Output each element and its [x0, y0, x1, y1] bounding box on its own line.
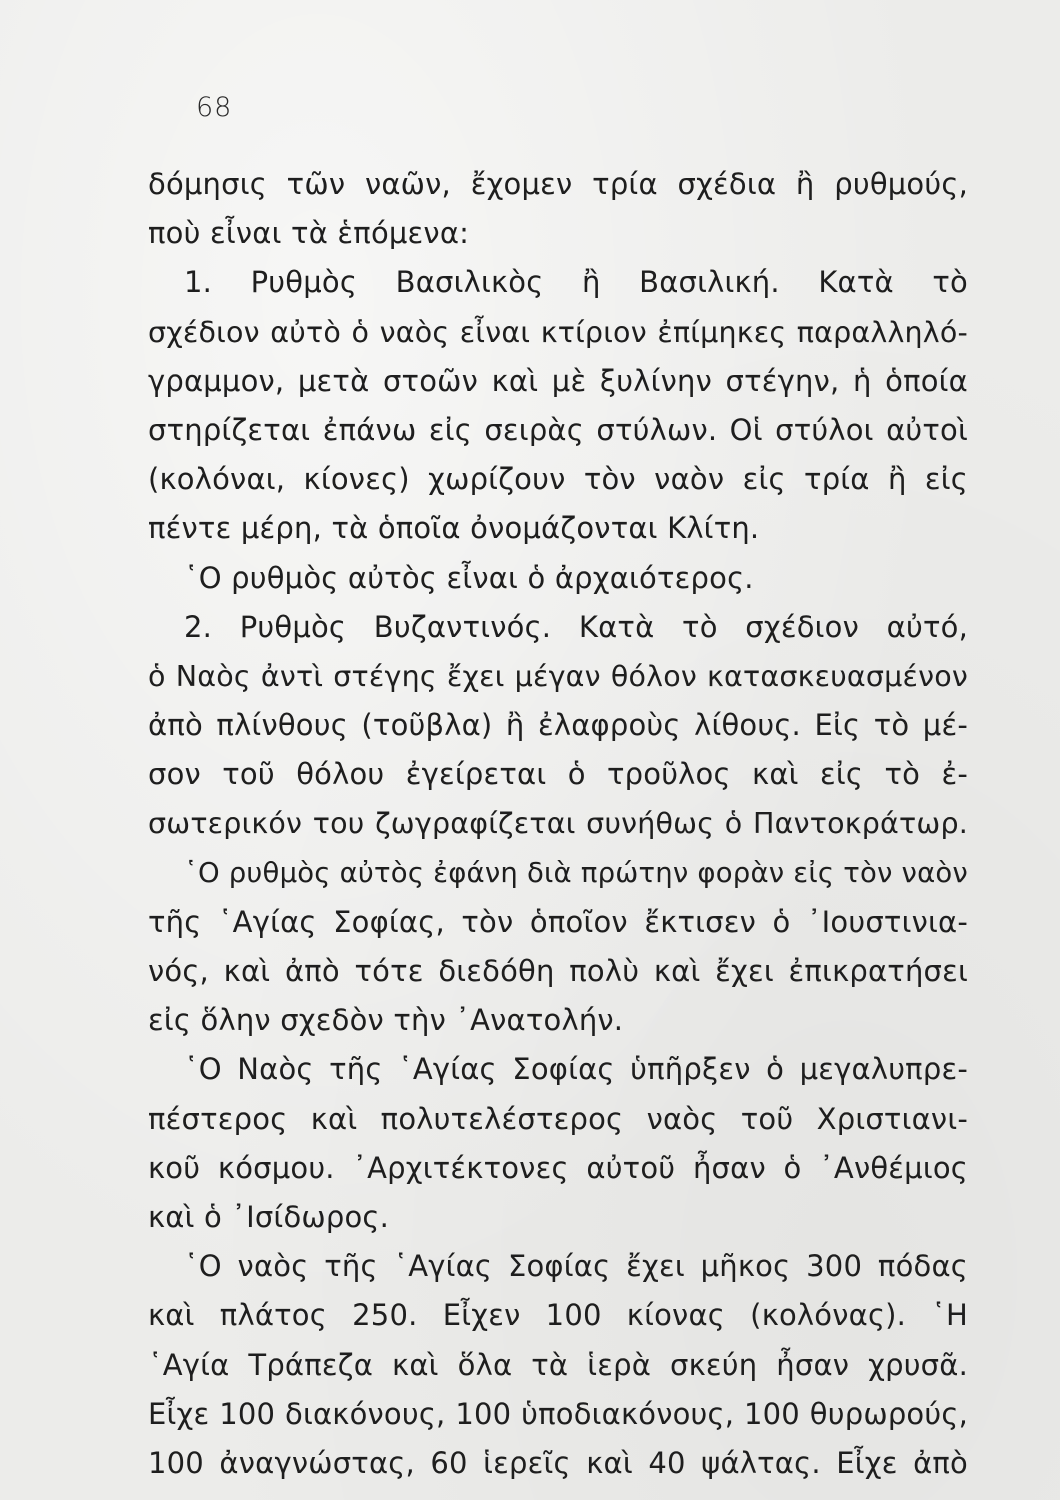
text-line: τῆς ῾Αγίας Σοφίας, τὸν ὁποῖον ἔκτισεν ὁ ᾿Ιουστινια- [148, 904, 968, 939]
text-line: γραμμον, μετὰ στοῶν καὶ μὲ ξυλίνην στέγην, ἡ ὁποία [148, 363, 968, 398]
text-line: ῾Ο Ναὸς τῆς ῾Αγίας Σοφίας ὑπῆρξεν ὁ μεγαλυπρε- [184, 1052, 968, 1087]
text-line: πέστερος καὶ πολυτελέστερος ναὸς τοῦ Χριστιανι- [148, 1101, 968, 1136]
text-line: 100 ἀναγνώστας, 60 ἱερεῖς καὶ 40 ψάλτας. Εἶχε ἀπὸ [148, 1445, 968, 1480]
text-line: ῾Αγία Τράπεζα καὶ ὅλα τὰ ἱερὰ σκεύη ἦσαν χρυσᾶ. [148, 1347, 968, 1382]
text-line: ἀπὸ πλίνθους (τοῦβλα) ἢ ἐλαφροὺς λίθους. Εἰς τὸ μέ- [148, 708, 968, 743]
text-line: Εἶχε 100 διακόνους, 100 ὑποδιακόνους, 100 θυρωρούς, [148, 1396, 968, 1431]
body-text [148, 160, 968, 1488]
text-line: ῾Ο ρυθμὸς αὐτὸς εἶναι ὁ ἀρχαιότερος. [184, 560, 754, 595]
text-line: ποὺ εἶναι τὰ ἑπόμενα: [148, 216, 470, 251]
text-line: στηρίζεται ἐπάνω εἰς σειρὰς στύλων. Οἱ στύλοι αὐτοὶ [148, 412, 968, 447]
text-line: 2. Ρυθμὸς Βυζαντινός. Κατὰ τὸ σχέδιον αὐτό, [184, 609, 968, 644]
text-line: σχέδιον αὐτὸ ὁ ναὸς εἶναι κτίριον ἐπίμηκες παραλληλό- [148, 315, 968, 349]
page-number: 68 [196, 92, 233, 123]
text-line: 1. Ρυθμὸς Βασιλικὸς ἢ Βασιλική. Κατὰ τὸ [184, 265, 968, 300]
text-line: ὁ Ναὸς ἀντὶ στέγης ἔχει μέγαν θόλον κατασκευασμένον [148, 659, 968, 693]
text-line: ῾Ο ρυθμὸς αὐτὸς ἐφάνη διὰ πρώτην φορὰν εἰς τὸν ναὸν [184, 856, 968, 889]
text-line: εἰς ὅλην σχεδὸν τὴν ᾿Ανατολήν. [148, 1003, 624, 1038]
text-line: νός, καὶ ἀπὸ τότε διεδόθη πολὺ καὶ ἔχει ἐπικρατήσει [148, 954, 968, 988]
text-line: σωτερικόν του ζωγραφίζεται συνήθως ὁ Παντοκράτωρ. [148, 807, 968, 841]
text-line: πέντε μέρη, τὰ ὁποῖα ὀνομάζονται Κλίτη. [148, 511, 760, 546]
text-line: καὶ πλάτος 250. Εἶχεν 100 κίονας (κολόνας). ῾Η [148, 1298, 968, 1333]
text-line: ῾Ο ναὸς τῆς ῾Αγίας Σοφίας ἔχει μῆκος 300 πόδας [184, 1249, 968, 1284]
text-line: (κολόναι, κίονες) χωρίζουν τὸν ναὸν εἰς τρία ἢ εἰς [148, 462, 968, 497]
text-line: σον τοῦ θόλου ἐγείρεται ὁ τροῦλος καὶ εἰς τὸ ἐ- [148, 757, 968, 792]
text-line: κοῦ κόσμου. ᾿Αρχιτέκτονες αὐτοῦ ἦσαν ὁ ᾿Ανθέμιος [148, 1150, 968, 1185]
text-line: καὶ ὁ ᾿Ισίδωρος. [148, 1199, 390, 1234]
text-line: δόμησις τῶν ναῶν, ἔχομεν τρία σχέδια ἢ ρυθμούς, [148, 167, 968, 201]
